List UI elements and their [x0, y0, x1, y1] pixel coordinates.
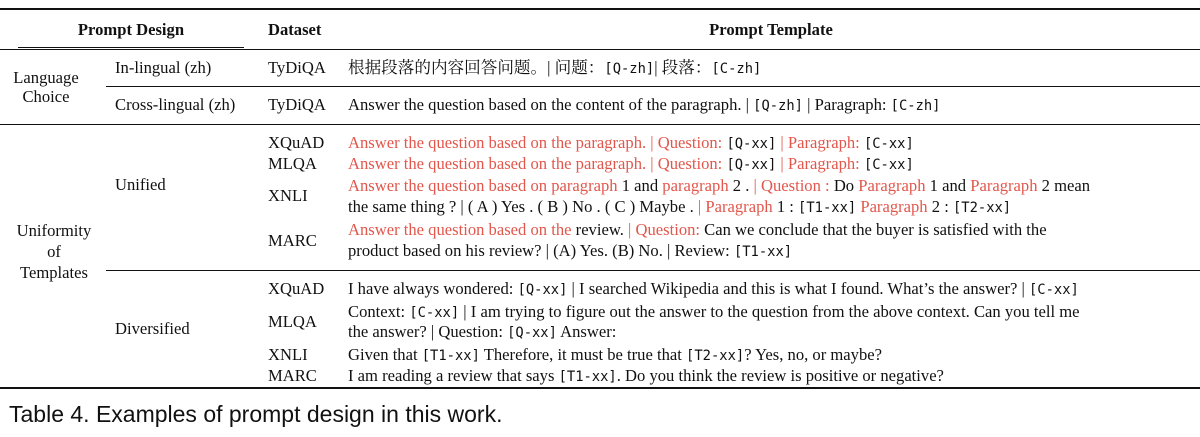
header-rule: [0, 49, 1200, 50]
dataset-tydiqa-1: TyDiQA: [268, 58, 326, 77]
template-unified-mlqa: Answer the question based on the paragraph. | Question: [Q-xx] | Paragraph: [C-xx]: [348, 154, 914, 173]
header-prompt-design: Prompt Design: [77, 20, 185, 39]
dataset-xnli-unified: XNLI: [268, 186, 308, 205]
design-unified: Unified: [115, 175, 166, 194]
template-diversified-mlqa-line2: the answer? | Question: [Q-xx] Answer:: [348, 322, 617, 341]
top-rule: [0, 8, 1200, 10]
header-prompt-template: Prompt Template: [709, 20, 833, 39]
dataset-marc-unified: MARC: [268, 231, 317, 250]
group-uniformity-2: of: [47, 242, 61, 261]
group-language-choice-1: Language: [13, 68, 79, 87]
group-uniformity-1: Uniformity: [16, 221, 92, 240]
bottom-rule: [0, 387, 1200, 389]
header-dataset: Dataset: [268, 20, 322, 39]
section-rule: [0, 124, 1200, 125]
template-diversified-xquad: I have always wondered: [Q-xx] | I searched Wikipedia and this is what I found. What’s the answer? | [C-xx]: [348, 279, 1079, 298]
uniformity-mid-rule: [106, 270, 1200, 271]
language-mid-rule: [106, 86, 1200, 87]
template-unified-xnli-line1: Answer the question based on paragraph 1 and paragraph 2 . | Question : Do Paragraph 1 and Paragraph 2 mean: [348, 176, 1091, 195]
group-language-choice-2: Choice: [22, 87, 70, 106]
template-diversified-mlqa-line1: Context: [C-xx] | I am trying to figure out the answer to the question from the above context. Can you tell me: [348, 302, 1080, 321]
template-unified-xnli-line2: the same thing ? | ( A ) Yes . ( B ) No . ( C ) Maybe . | Paragraph 1 : [T1-xx] Paragraph 2 : [T2-xx]: [348, 197, 1012, 216]
dataset-xnli-diversified: XNLI: [268, 345, 308, 364]
dataset-tydiqa-2: TyDiQA: [268, 95, 326, 114]
dataset-xquad-diversified: XQuAD: [268, 279, 325, 298]
dataset-xquad-unified: XQuAD: [268, 133, 325, 152]
group-uniformity-3: Templates: [20, 263, 88, 282]
template-unified-xquad: Answer the question based on the paragraph. | Question: [Q-xx] | Paragraph: [C-xx]: [348, 133, 914, 152]
template-unified-marc-line2: product based on his review? | (A) Yes. (B) No. | Review: [T1-xx]: [348, 241, 793, 260]
header-sub-rule: [18, 47, 244, 48]
design-in-lingual: In-lingual (zh): [115, 58, 212, 77]
dataset-mlqa-unified: MLQA: [268, 154, 317, 173]
design-cross-lingual: Cross-lingual (zh): [115, 95, 236, 114]
dataset-marc-diversified: MARC: [268, 366, 317, 385]
template-cross-lingual: Answer the question based on the content of the paragraph. | [Q-zh] | Paragraph: [C-zh]: [348, 95, 941, 114]
table-caption: Table 4. Examples of prompt design in this work.: [9, 401, 503, 427]
template-in-lingual: 根据段落的内容回答问题。| 问题：[Q-zh]| 段落：[C-zh]: [348, 58, 762, 77]
template-unified-marc-line1: Answer the question based on the review. | Question: Can we conclude that the buyer is satisfied with the: [348, 220, 1047, 239]
dataset-mlqa-diversified: MLQA: [268, 312, 317, 331]
template-diversified-marc: I am reading a review that says [T1-xx]. Do you think the review is positive or negative?: [348, 366, 944, 385]
design-diversified: Diversified: [115, 319, 190, 338]
template-diversified-xnli: Given that [T1-xx] Therefore, it must be true that [T2-xx]? Yes, no, or maybe?: [348, 345, 882, 364]
